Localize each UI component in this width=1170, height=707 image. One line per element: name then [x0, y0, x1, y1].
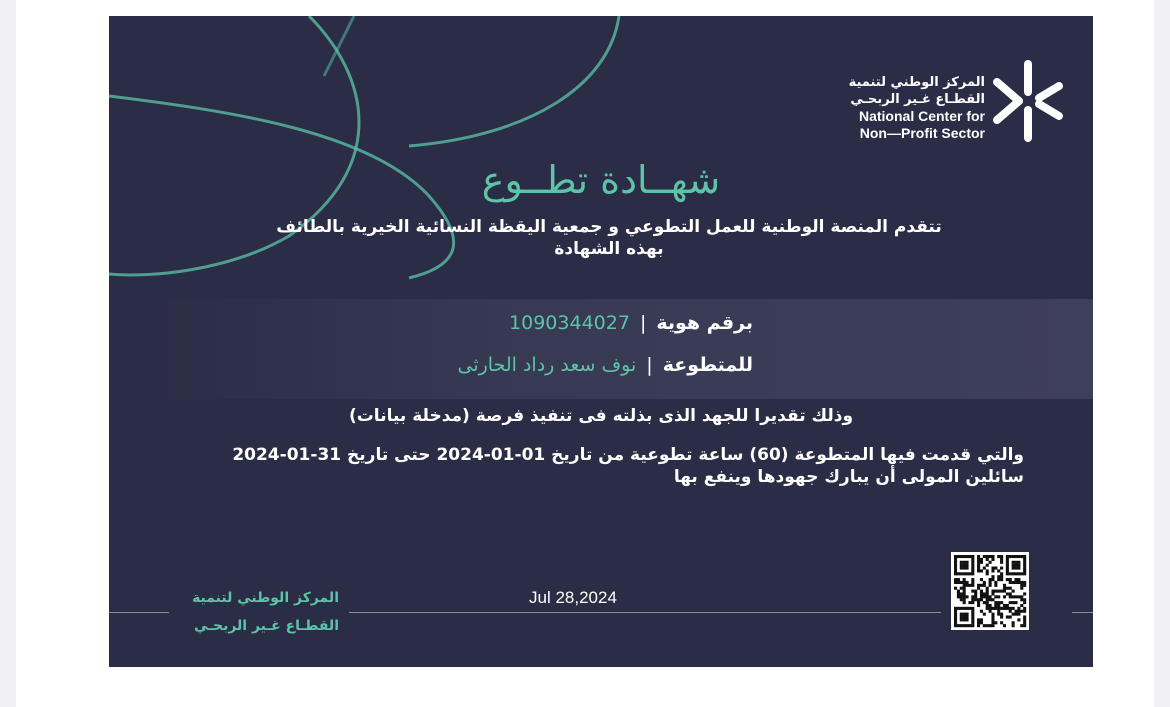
name-value: نوف سعد رداد الحارثى: [457, 354, 637, 376]
details-text: والتي قدمت فيها المتطوعة (60) ساعة تطوعية من تاريخ 01-01-2024 حتى تاريخ 31-01-2024 سائلين المولى أن يبارك جهودها وينفع بها: [232, 445, 1024, 487]
issue-date: Jul 28,2024: [529, 588, 617, 607]
id-label: برقم هوية: [656, 312, 753, 334]
org-logo-icon: [991, 58, 1065, 144]
footer-line-left: [109, 612, 169, 613]
org-name-ar-line2: القطـاع غـير الربحـي: [850, 92, 985, 107]
footer-org-ar-line1: المركز الوطني لتنمية: [192, 590, 339, 606]
footer-org-ar-line2: القطـاع غـير الربحـي: [194, 618, 339, 634]
footer-org-logo: [179, 584, 339, 640]
org-name-en-line2: Non—Profit Sector: [859, 125, 985, 141]
certificate-intro: تتقدم المنصة الوطنية للعمل التطوعي و جمعية اليقظة النسائية الخيرية بالطائف بهذه الشهادة: [276, 217, 942, 259]
id-row: [509, 312, 753, 334]
org-name-en-line1: National Center for: [858, 108, 985, 124]
page-sheet: [16, 0, 1154, 707]
certificate: [109, 16, 1093, 667]
qr-code[interactable]: [951, 552, 1029, 630]
name-separator: |: [646, 354, 653, 376]
name-label: للمتطوعة: [662, 354, 753, 376]
footer-line-right: [1072, 612, 1093, 613]
thanks-text: وذلك تقديرا للجهد الذى بذلته فى تنفيذ فرصة (مدخلة بيانات): [348, 406, 854, 426]
qr-code-pattern: [951, 552, 1029, 630]
id-separator: |: [639, 312, 647, 334]
certificate-title: شهــادة تطــوع: [481, 158, 721, 202]
org-logo-text: [849, 74, 985, 142]
footer-line-middle: [349, 612, 941, 613]
org-name-ar-line1: المركز الوطني لتنمية: [848, 75, 985, 90]
name-row: [458, 354, 754, 376]
id-value: 1090344027: [509, 312, 630, 334]
